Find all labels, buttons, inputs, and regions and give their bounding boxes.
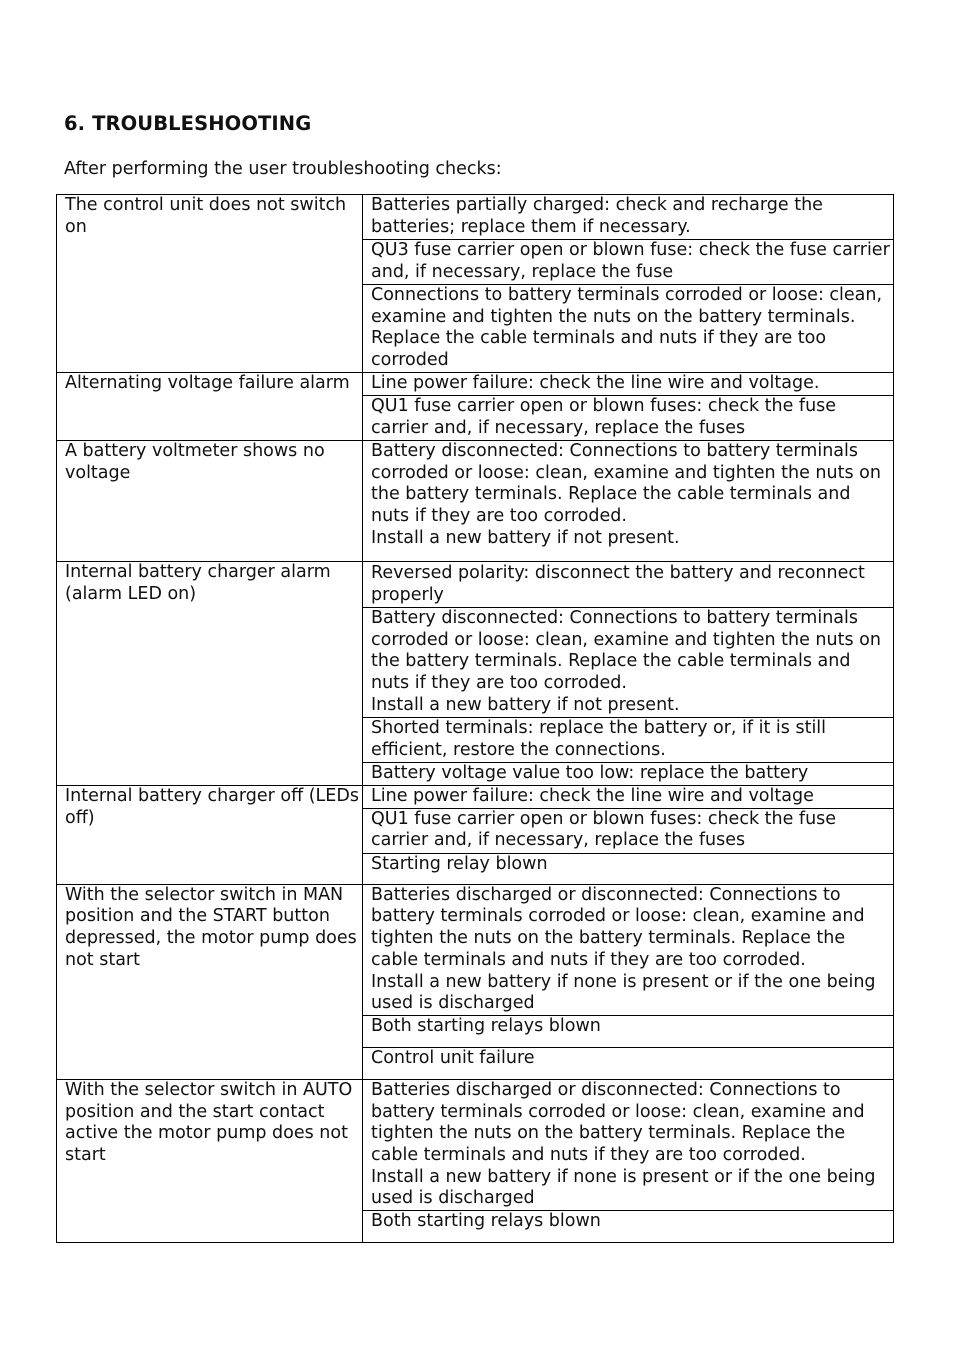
cause-cell: Control unit failure	[363, 1047, 894, 1079]
cause-cell: Battery voltage value too low: replace the battery	[363, 763, 894, 786]
table-row	[57, 373, 894, 396]
intro-text: After performing the user troubleshooting checks:	[64, 159, 502, 179]
cause-cell: Line power failure: check the line wire and voltage.	[363, 373, 894, 396]
cause-cell: Starting relay blown	[363, 853, 894, 884]
problem-cell: Internal battery charger alarm (alarm LED on)	[57, 562, 363, 786]
problem-cell: Internal battery charger off (LEDs off)	[57, 786, 363, 885]
cause-cell: Shorted terminals: replace the battery or, if it is still efficient, restore the connections.	[363, 718, 894, 763]
cause-cell: Both starting relays blown	[363, 1211, 894, 1243]
table-row	[57, 562, 894, 608]
cause-cell: Batteries discharged or disconnected: Connections to battery terminals corroded or loose: clean, examine and tighten the nuts on the battery terminals. Replace the cable terminals and nuts if they are too corroded. Install a new battery if none is present or if the one being used is discharged	[363, 884, 894, 1015]
cause-cell: Line power failure: check the line wire and voltage	[363, 786, 894, 809]
problem-cell: Alternating voltage failure alarm	[57, 373, 363, 441]
problem-cell: The control unit does not switch on	[57, 195, 363, 373]
cause-cell: Both starting relays blown	[363, 1015, 894, 1047]
cause-cell: QU3 fuse carrier open or blown fuse: check the fuse carrier and, if necessary, replace the fuse	[363, 240, 894, 285]
problem-cell: A battery voltmeter shows no voltage	[57, 441, 363, 562]
cause-cell: Battery disconnected: Connections to battery terminals corroded or loose: clean, examine and tighten the nuts on the battery terminals. Replace the cable terminals and nuts if they are too corroded. Install a new battery if not present.	[363, 608, 894, 718]
cause-cell: QU1 fuse carrier open or blown fuses: check the fuse carrier and, if necessary, replace the fuses	[363, 396, 894, 441]
cause-cell: Connections to battery terminals corroded or loose: clean, examine and tighten the nuts on the battery terminals. Replace the cable terminals and nuts if they are too corroded	[363, 285, 894, 373]
section-heading: 6. TROUBLESHOOTING	[64, 112, 312, 135]
problem-cell: With the selector switch in AUTO position and the start contact active the motor pump does not start	[57, 1079, 363, 1242]
cause-cell: Battery disconnected: Connections to battery terminals corroded or loose: clean, examine and tighten the nuts on the battery terminals. Replace the cable terminals and nuts if they are too corroded. Install a new battery if not present.	[363, 441, 894, 562]
table-row	[57, 195, 894, 240]
cause-cell: Reversed polarity: disconnect the battery and reconnect properly	[363, 562, 894, 608]
table-row	[57, 884, 894, 1015]
cause-cell: Batteries discharged or disconnected: Connections to battery terminals corroded or loose: clean, examine and tighten the nuts on the battery terminals. Replace the cable terminals and nuts if they are too corroded. Install a new battery if none is present or if the one being used is discharged	[363, 1079, 894, 1210]
cause-cell: Batteries partially charged: check and recharge the batteries; replace them if necessary.	[363, 195, 894, 240]
problem-cell: With the selector switch in MAN position and the START button depressed, the motor pump does not start	[57, 884, 363, 1079]
table-row	[57, 441, 894, 562]
troubleshooting-table	[56, 194, 894, 1243]
table-row	[57, 1079, 894, 1210]
table-row	[57, 786, 894, 809]
cause-cell: QU1 fuse carrier open or blown fuses: check the fuse carrier and, if necessary, replace the fuses	[363, 808, 894, 853]
